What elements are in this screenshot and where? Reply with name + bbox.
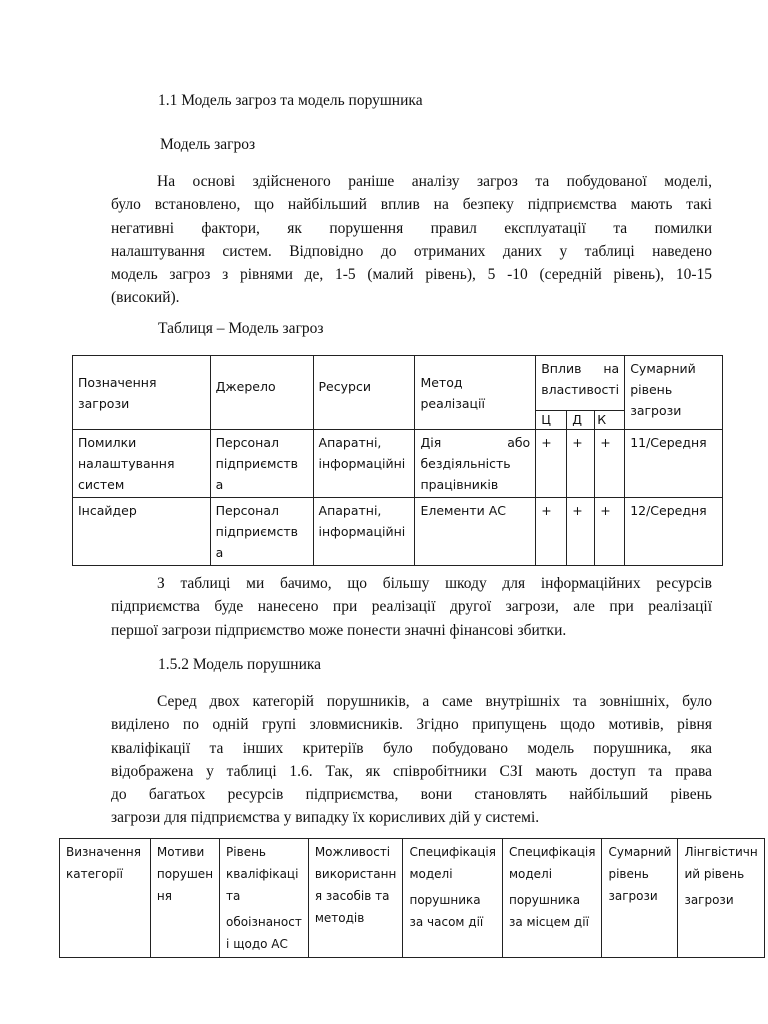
- header-impact-k: К: [595, 411, 625, 430]
- threat-model-heading: Модель загроз: [160, 136, 256, 153]
- header-impact-line2: властивості: [541, 382, 620, 397]
- header-capabilities: Можливості використанн я засобів та методів: [308, 839, 403, 958]
- header-spec-place-b: порушника за місцем дії: [508, 893, 589, 929]
- header-qualification-b: та: [226, 889, 241, 903]
- header-linguistic-b: загрози: [684, 893, 734, 907]
- intruder-line: виділено по одній групі зловмисників. Згідно припущень щодо мотивів, рівня: [111, 716, 712, 734]
- header-spec-place-a: Специфікація моделі: [508, 845, 596, 881]
- header-impact-line1: Вплив на: [541, 361, 620, 376]
- conclusion-line: підприємства буде нанесено при реалізації другої загрози, але при реалізації: [111, 598, 712, 616]
- header-total: Сумарний рівень загрози: [625, 356, 723, 430]
- cell-k: +: [595, 498, 625, 566]
- cell-method-rest: бездіяльність працівників: [420, 456, 511, 492]
- table-row: [73, 498, 723, 566]
- cell-total: 12/Середня: [625, 498, 723, 566]
- header-category: Визначення категорії: [60, 839, 151, 958]
- header-impact: [536, 356, 625, 411]
- cell-k: +: [595, 430, 625, 498]
- cell-c: +: [536, 430, 567, 498]
- cell-d: +: [567, 498, 595, 566]
- cell-source: Персонал підприємств а: [210, 498, 313, 566]
- table1-caption: Таблиця – Модель загроз: [158, 320, 324, 337]
- header-source: Джерело: [210, 356, 313, 430]
- conclusion-line: першої загрози підприємство може понести значні фінансові збитки.: [111, 621, 567, 639]
- cell-method-word1: Дія: [420, 435, 442, 450]
- header-motives: Мотиви порушен ня: [150, 839, 219, 958]
- cell-total: 11/Середня: [625, 430, 723, 498]
- header-linguistic-a: Лінгвістичн ий рівень: [684, 845, 758, 881]
- cell-resources: Апаратні, інформаційні: [313, 430, 415, 498]
- intro-line: На основі здійсненого раніше аналізу загроз та побудованої моделі,: [157, 173, 712, 190]
- header-qualification-c: обоізнаност і щодо АС: [226, 915, 302, 951]
- cell-method-word2: або: [507, 435, 531, 450]
- header-designation: Позначення загрози: [73, 356, 211, 430]
- intruder-line: відображена у таблиці 1.6. Так, як співробітники СЗІ мають доступ та права: [111, 762, 712, 780]
- cell-c: +: [536, 498, 567, 566]
- header-total: Сумарний рівень загрози: [602, 839, 678, 958]
- header-spec-time-a: Специфікація моделі: [409, 845, 496, 881]
- intruder-line: до багатьох ресурсів підприємства, вони становлять найбільший рівень: [111, 786, 712, 804]
- intruder-line: кваліфікації та інших критеріїв було побудовано модель порушника, яка: [111, 739, 712, 757]
- intruder-line: Серед двох категорій порушників, а саме внутрішніх та зовнішніх, було: [157, 693, 712, 710]
- intruder-line: загрози для підприємства у випадку їх корисливих дій у системі.: [111, 809, 540, 827]
- header-method: Метод реалізації: [415, 356, 536, 430]
- cell-resources: Апаратні, інформаційні: [313, 498, 415, 566]
- header-impact-d: Д: [567, 411, 595, 430]
- cell-designation: Помилки налаштування систем: [73, 430, 211, 498]
- intruder-paragraph: [111, 690, 712, 830]
- header-qualification-a: Рівень кваліфікаці: [226, 845, 299, 881]
- table-row: [73, 430, 723, 498]
- intro-line: (високий).: [111, 289, 180, 307]
- header-qualification: [220, 839, 309, 958]
- header-spec-time-b: порушника за часом дії: [409, 893, 484, 929]
- cell-method: Елементи АС: [415, 498, 536, 566]
- cell-method: [415, 430, 536, 498]
- conclusion-line: З таблиці ми бачимо, що більшу шкоду для інформаційних ресурсів: [157, 575, 712, 592]
- header-spec-place: [502, 839, 602, 958]
- intruder-model-table: [59, 838, 765, 958]
- intro-paragraph: [111, 170, 712, 310]
- threat-model-table: [72, 355, 723, 566]
- cell-source: Персонал підприємств а: [210, 430, 313, 498]
- intro-line: модель загроз з рівнями де, 1-5 (малий рівень), 5 -10 (середній рівень), 10-15: [111, 266, 712, 284]
- header-impact-c: Ц: [536, 411, 567, 430]
- cell-d: +: [567, 430, 595, 498]
- header-resources: Ресурси: [313, 356, 415, 430]
- subsection-title: 1.5.2 Модель порушника: [158, 656, 322, 673]
- header-linguistic: [678, 839, 765, 958]
- intro-line: було встановлено, що найбільший вплив на безпеку підприємства мають такі: [111, 196, 712, 214]
- intro-line: негативні фактори, як порушення правил експлуатації та помилки: [111, 219, 712, 237]
- conclusion-paragraph: [111, 572, 712, 642]
- section-title: 1.1 Модель загроз та модель порушника: [158, 92, 423, 109]
- cell-designation: Інсайдер: [73, 498, 211, 566]
- intro-line: налаштування систем. Відповідно до отриманих даних у таблиці наведено: [111, 242, 712, 260]
- header-spec-time: [403, 839, 503, 958]
